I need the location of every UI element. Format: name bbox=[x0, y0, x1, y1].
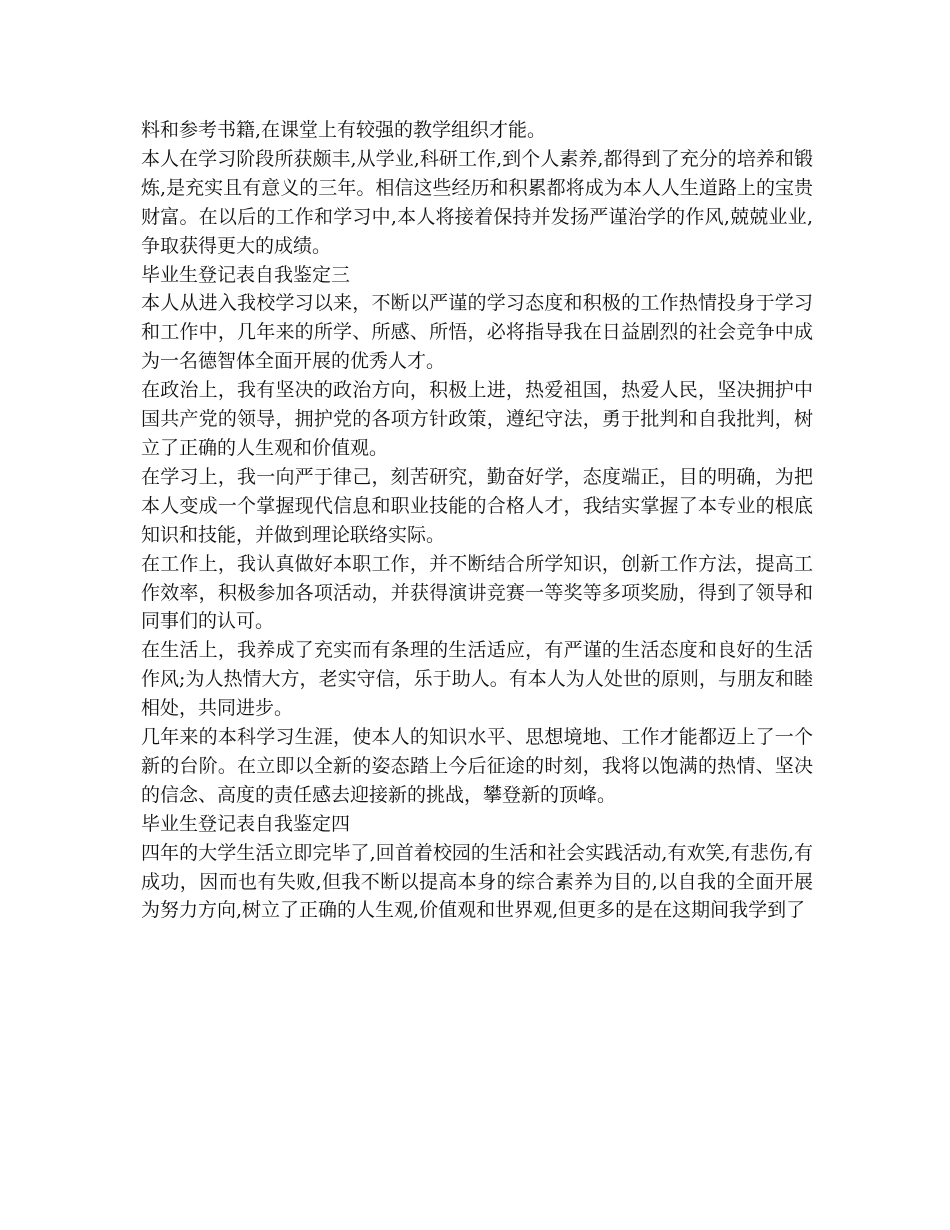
document-body bbox=[141, 116, 813, 925]
paragraph: 几年来的本科学习生涯，使本人的知识水平、思想境地、工作才能都迈上了一个新的台阶。在立即以全新的姿态踏上今后征途的时刻，我将以饱满的热情、坚决的信念、高度的责任感去迎接新的挑战，攀登新的顶峰。 bbox=[141, 726, 813, 806]
paragraph: 在政治上，我有坚决的政治方向，积极上进，热爱祖国，热爱人民，坚决拥护中国共产党的领导，拥护党的各项方针政策，遵纪守法，勇于批判和自我批判，树立了正确的人生观和价值观。 bbox=[141, 379, 813, 459]
paragraph: 在生活上，我养成了充实而有条理的生活适应，有严谨的生活态度和良好的生活作风;为人热情大方，老实守信，乐于助人。有本人为人处世的原则，与朋友和睦相处，共同进步。 bbox=[141, 639, 813, 720]
section-heading: 毕业生登记表自我鉴定四 bbox=[141, 812, 351, 835]
paragraph: 在学习上，我一向严于律己，刻苦研究，勤奋好学，态度端正，目的明确，为把本人变成一个掌握现代信息和职业技能的合格人才，我结实掌握了本专业的根底知识和技能，并做到理论联络实际。 bbox=[141, 465, 813, 546]
paragraph: 四年的大学生活立即完毕了,回首着校园的生活和社会实践活动,有欢笑,有悲伤,有成功，因而也有失败,但我不断以提高本身的综合素养为目的,以自我的全面开展为努力方向,树立了正确的人生观,价值观和世界观,但更多的是在这期间我学到了 bbox=[141, 841, 813, 922]
paragraph: 本人从进入我校学习以来，不断以严谨的学习态度和积极的工作热情投身于学习和工作中，几年来的所学、所感、所悟，必将指导我在日益剧烈的社会竞争中成为一名德智体全面开展的优秀人才。 bbox=[141, 292, 813, 373]
paragraph: 本人在学习阶段所获颇丰,从学业,科研工作,到个人素养,都得到了充分的培养和锻炼,是充实且有意义的三年。相信这些经历和积累都将成为本人人生道路上的宝贵财富。在以后的工作和学习中,本人将接着保持并发扬严谨治学的作风,兢兢业业,争取获得更大的成绩。 bbox=[141, 147, 813, 257]
paragraph: 料和参考书籍,在课堂上有较强的教学组织才能。 bbox=[141, 119, 547, 141]
paragraph: 在工作上，我认真做好本职工作，并不断结合所学知识，创新工作方法，提高工作效率，积极参加各项活动，并获得演讲竞赛一等奖等多项奖励，得到了领导和同事们的认可。 bbox=[141, 552, 813, 633]
section-heading: 毕业生登记表自我鉴定三 bbox=[141, 263, 351, 286]
